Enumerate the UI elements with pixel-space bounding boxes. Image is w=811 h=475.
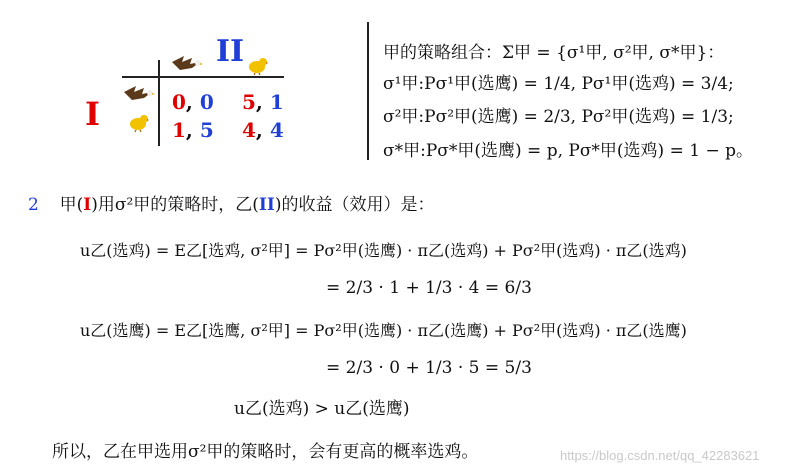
payoff-cell: 1, 5	[172, 118, 214, 142]
eagle-icon	[170, 52, 204, 76]
conclusion-text: 所以，乙在甲选用σ²甲的策略时，会有更高的概率选鸡。	[52, 442, 479, 462]
section-intro: 2 甲(I)用σ²甲的策略时，乙(II)的收益（效用）是：	[28, 195, 435, 215]
section-divider	[367, 22, 369, 160]
equation-line: = 2/3 · 1 + 1/3 · 4 = 6/3	[326, 278, 532, 298]
equation-line: u乙(选鸡) = E乙[选鸡, σ²甲] = Pσ²甲(选鹰) · π乙(选鸡) + Pσ²甲(选鸡) · π乙(选鸡)	[80, 241, 687, 260]
player-one-label: I	[85, 95, 100, 133]
strategy-header: 甲的策略组合：Σ甲 = {σ¹甲, σ²甲, σ*甲}：	[383, 43, 725, 63]
section-number: 2	[28, 195, 39, 215]
chick-icon	[127, 112, 149, 132]
payoff-cell: 4, 4	[242, 118, 284, 142]
matrix-vertical-line	[158, 60, 160, 146]
equation-line: u乙(选鸡) > u乙(选鹰)	[234, 399, 410, 419]
equation-line: u乙(选鹰) = E乙[选鹰, σ²甲] = Pσ²甲(选鹰) · π乙(选鹰) + Pσ²甲(选鸡) · π乙(选鹰)	[80, 321, 687, 340]
strategy-line-3: σ*甲:Pσ*甲(选鹰) = p, Pσ*甲(选鸡) = 1 − p。	[383, 141, 753, 161]
watermark: https://blog.csdn.net/qq_42283621	[560, 448, 760, 463]
player-two-label: II	[216, 34, 245, 69]
equation-line: = 2/3 · 0 + 1/3 · 5 = 5/3	[326, 358, 532, 378]
strategy-line-1: σ¹甲:Pσ¹甲(选鹰) = 1/4, Pσ¹甲(选鸡) = 3/4;	[383, 74, 734, 94]
chick-icon	[246, 55, 268, 75]
matrix-horizontal-line	[122, 76, 284, 78]
eagle-icon	[122, 82, 156, 106]
strategy-line-2: σ²甲:Pσ²甲(选鹰) = 2/3, Pσ²甲(选鸡) = 1/3;	[383, 107, 734, 127]
payoff-cell: 0, 0	[172, 90, 214, 114]
payoff-cell: 5, 1	[242, 90, 284, 114]
